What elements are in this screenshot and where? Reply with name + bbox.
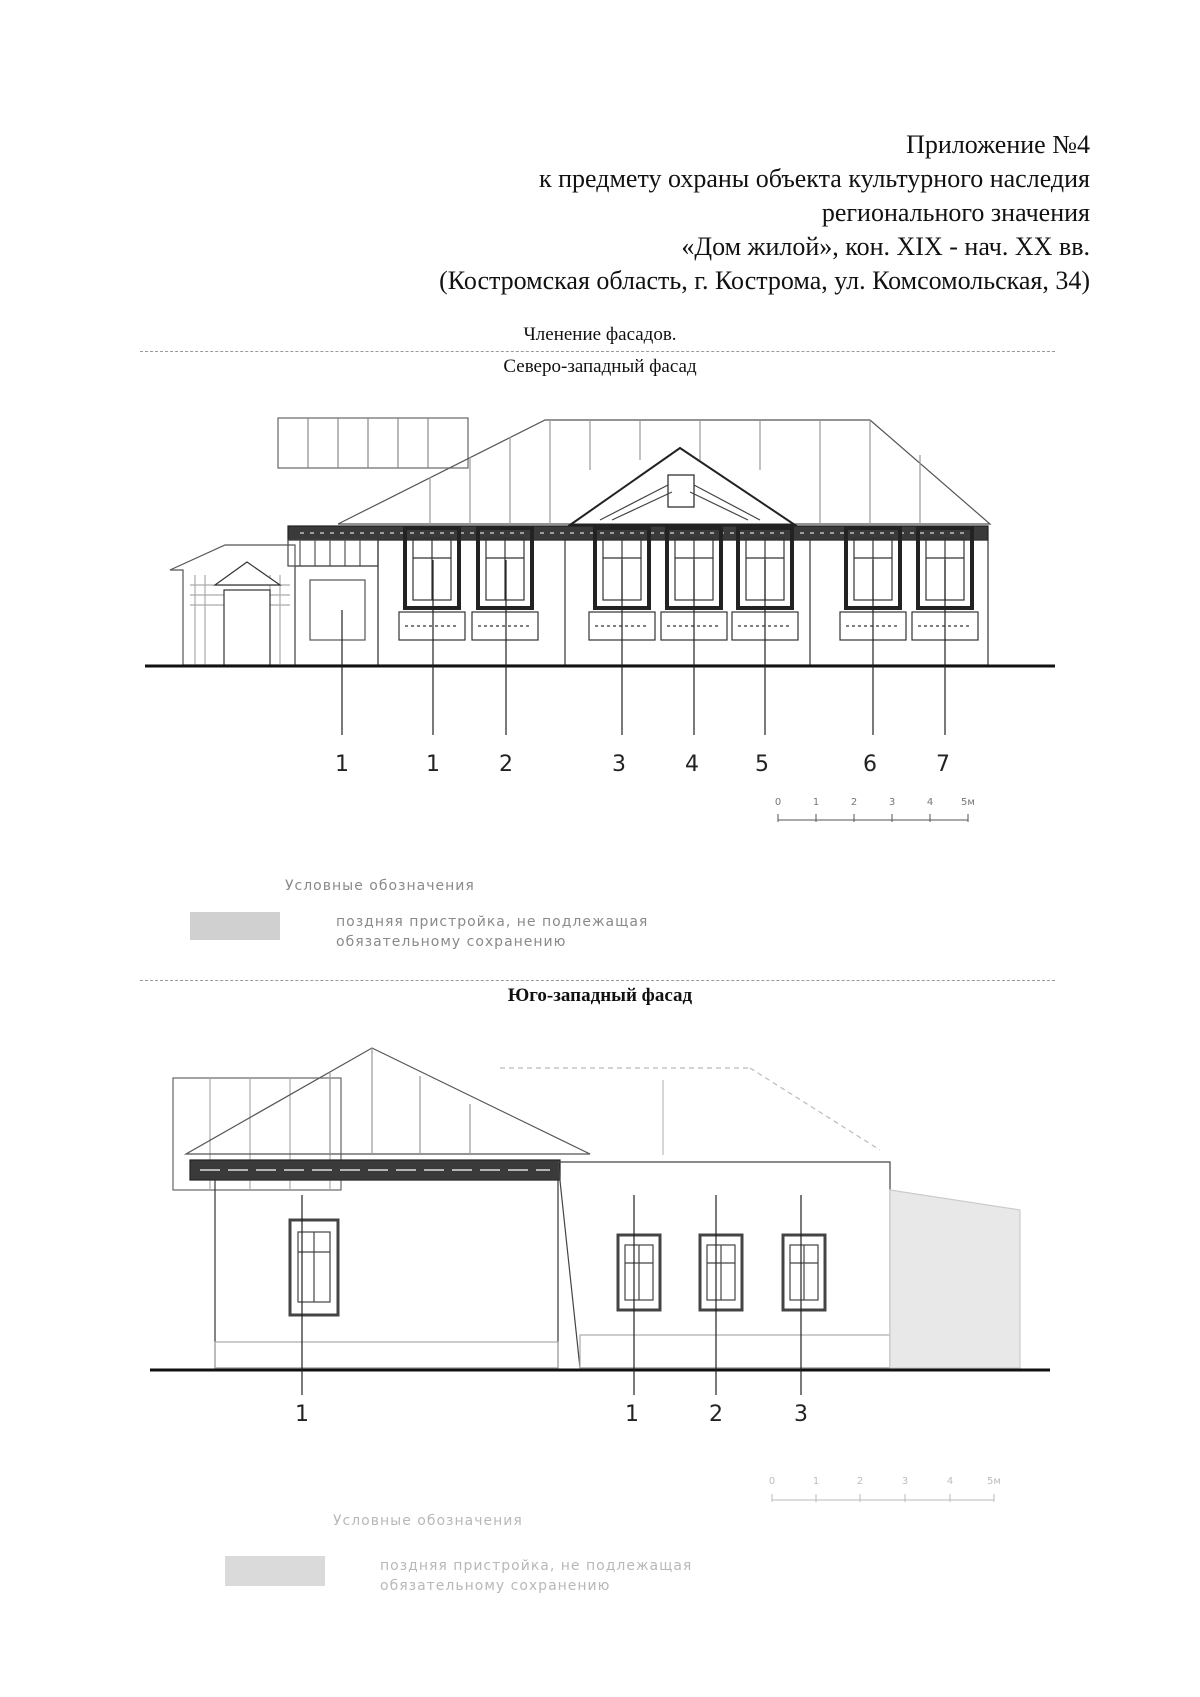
nw-axis-label: 5 <box>755 752 769 777</box>
divider-top <box>140 351 1055 352</box>
sw-legend-text <box>380 1556 692 1596</box>
nw-axis-label: 1 <box>426 752 440 777</box>
sw-legend-line-1: поздняя пристройка, не подлежащая <box>380 1558 693 1574</box>
main-wall <box>378 540 988 665</box>
caption-northwest-facade: Северо-западный фасад <box>503 356 697 377</box>
nw-scale-label: 2 <box>850 797 858 808</box>
sw-main-wall <box>215 1180 558 1368</box>
sw-scale-label: 2 <box>856 1476 864 1487</box>
caption-southwest-facade: Юго-западный фасад <box>507 985 693 1006</box>
main-roof <box>338 420 990 524</box>
sw-late-annex <box>890 1190 1020 1368</box>
annex-door <box>224 590 270 665</box>
nw-scale-bar <box>0 808 1200 828</box>
sw-scale-label: 1 <box>812 1476 820 1487</box>
nw-axis-label: 7 <box>936 752 950 777</box>
caption-facade-division: Членение фасадов. <box>523 324 677 345</box>
sw-axis-label: 2 <box>709 1402 723 1427</box>
sw-roof <box>186 1048 590 1154</box>
sw-scale-bar <box>0 1490 1200 1510</box>
nw-scale-label: 3 <box>888 797 896 808</box>
nw-scale-label: 0 <box>774 797 782 808</box>
nw-scale-label: 4 <box>926 797 934 808</box>
sw-legend-swatch <box>225 1556 325 1586</box>
sw-scale-label: 0 <box>768 1476 776 1487</box>
northwest-facade-drawing <box>0 380 1200 750</box>
sw-scale-label: 4 <box>946 1476 954 1487</box>
sw-legend-line-2: обязательному сохранению <box>380 1578 611 1594</box>
nw-legend-text <box>336 912 648 952</box>
nw-legend-title: Условные обозначения <box>285 878 475 894</box>
nw-axis-label: 4 <box>685 752 699 777</box>
header-line-3: регионального значения <box>821 198 1090 227</box>
sw-legend-title: Условные обозначения <box>333 1513 523 1529</box>
header-line-2: к предмету охраны объекта культурного наследия <box>538 164 1090 193</box>
sw-scale-label: 5м <box>987 1476 1001 1487</box>
nw-axis-label: 2 <box>499 752 513 777</box>
divider-middle <box>140 980 1055 981</box>
nw-legend-line-2: обязательному сохранению <box>336 934 567 950</box>
nw-scale-label: 1 <box>812 797 820 808</box>
nw-legend-line-1: поздняя пристройка, не подлежащая <box>336 914 649 930</box>
roof-skylight-box <box>278 418 468 468</box>
southwest-facade-drawing <box>0 1040 1200 1400</box>
sw-right-wall <box>558 1162 890 1368</box>
sw-axis-label: 1 <box>625 1402 639 1427</box>
sw-axis-label: 3 <box>794 1402 808 1427</box>
nw-windows <box>399 528 978 640</box>
nw-scale-label: 5м <box>961 797 975 808</box>
header-line-5: (Костромская область, г. Кострома, ул. Комсомольская, 34) <box>439 266 1090 295</box>
nw-axis-label: 6 <box>863 752 877 777</box>
nw-axis-label: 1 <box>335 752 349 777</box>
sw-scale-label: 3 <box>901 1476 909 1487</box>
sw-axis-label: 1 <box>295 1402 309 1427</box>
header-line-4: «Дом жилой», кон. XIX - нач. XX вв. <box>681 232 1090 261</box>
appendix-header <box>330 128 1090 298</box>
nw-axis-label: 3 <box>612 752 626 777</box>
header-line-1: Приложение №4 <box>906 130 1090 159</box>
nw-legend-swatch <box>190 912 280 940</box>
